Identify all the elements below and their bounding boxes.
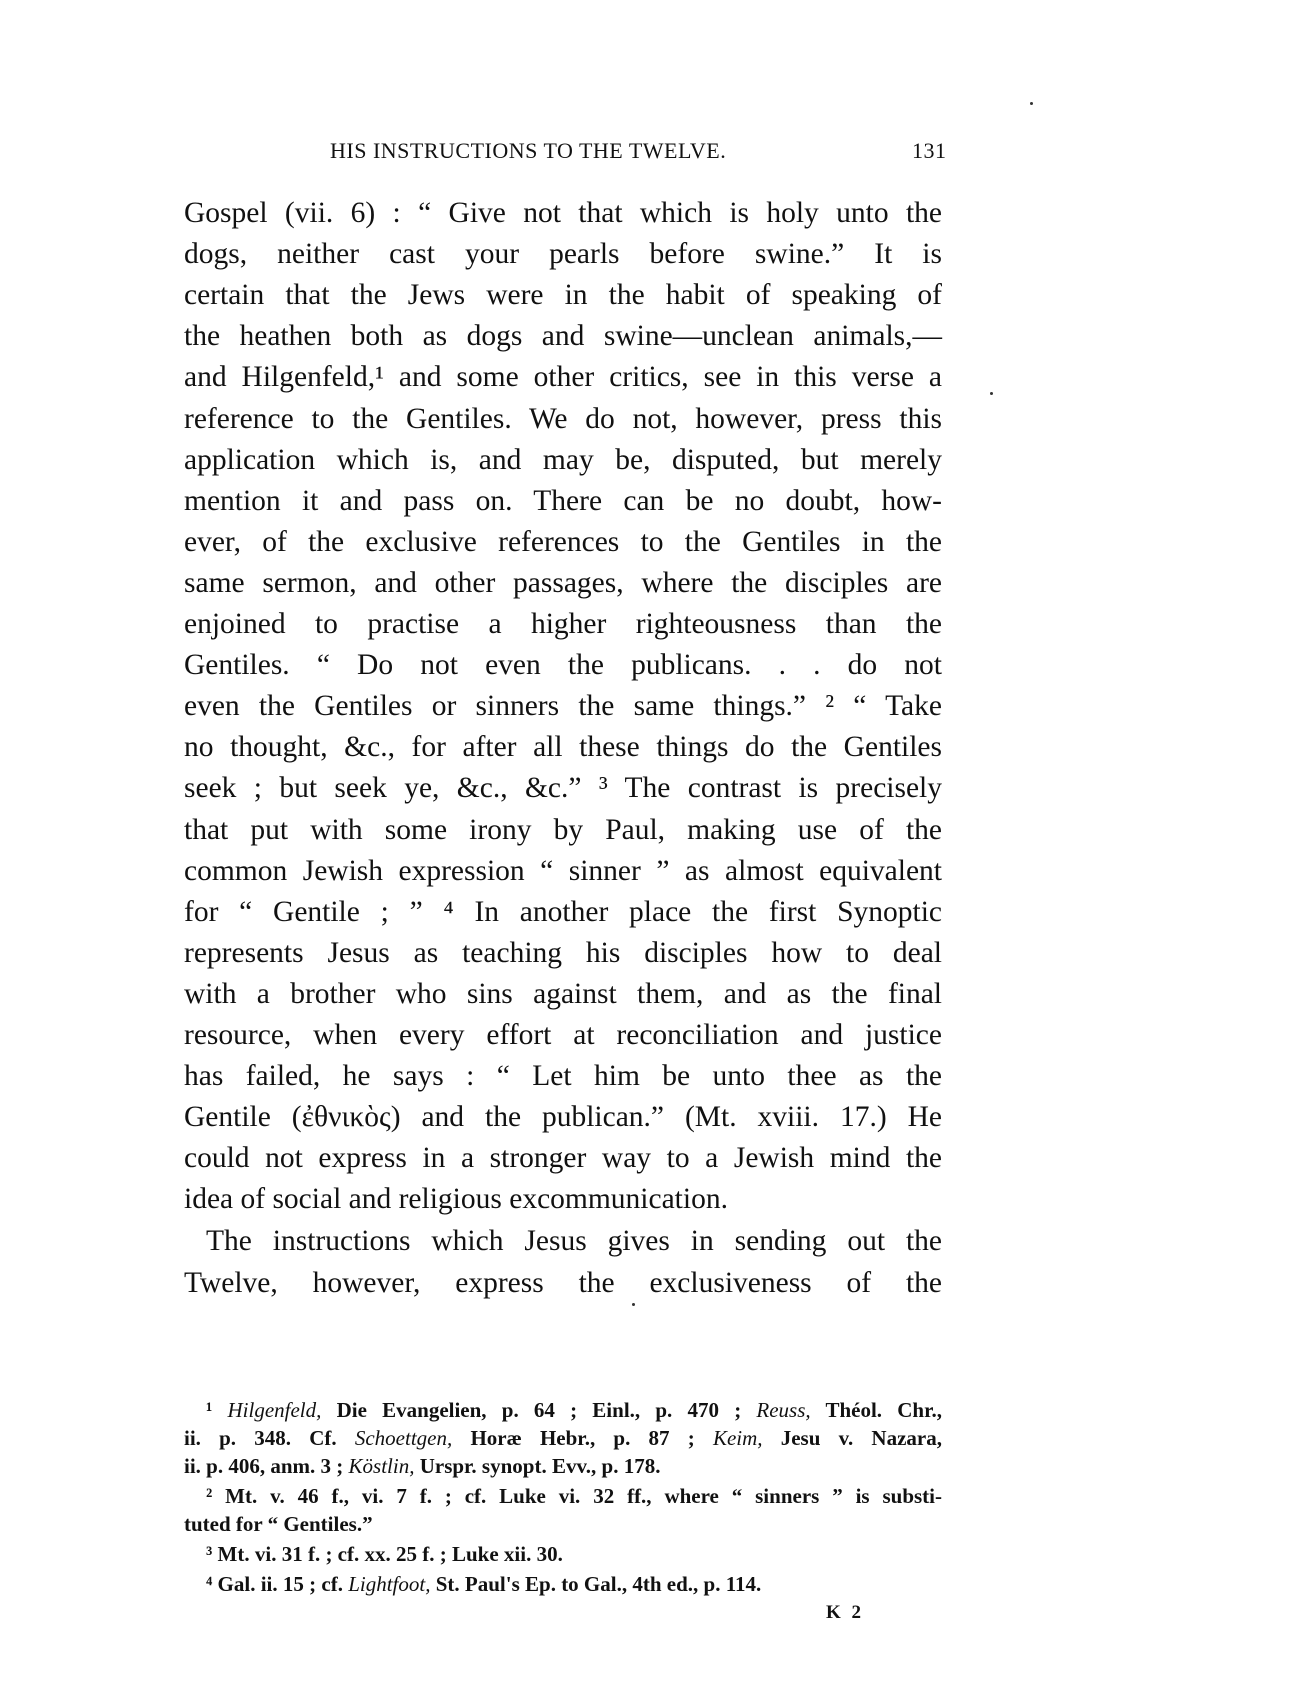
- body-line: mention it and pass on. There can be no doubt, how-: [184, 484, 942, 517]
- body-line: could not express in a stronger way to a Jewish mind the: [184, 1142, 942, 1175]
- footnote-line: [184, 1425, 942, 1451]
- body-line: no thought, &c., for after all these things do the Gentiles: [184, 731, 942, 764]
- footnote-text: Urspr. synopt. Evv., p. 178.: [414, 1454, 661, 1478]
- footnote-text: ii. p. 348. Cf.: [184, 1426, 355, 1450]
- footnote-text: ² Mt. v. 46 f., vi. 7 f. ; cf. Luke vi. 32 ff., where “ sinners ” is substi-: [206, 1484, 942, 1508]
- footnote-line: [206, 1571, 942, 1597]
- signature-mark: K 2: [826, 1602, 865, 1623]
- scan-speck: [1030, 102, 1033, 105]
- footnote-author: Köstlin,: [348, 1454, 415, 1478]
- body-line: Gentile (ἐθνικὸς) and the publican.” (Mt. xviii. 17.) He: [184, 1101, 942, 1134]
- body-line: dogs, neither cast your pearls before swine.” It is: [184, 238, 942, 271]
- body-line: idea of social and religious excommunication.: [184, 1183, 728, 1216]
- body-line: The instructions which Jesus gives in sending out the: [206, 1225, 942, 1257]
- scan-speck: [990, 392, 993, 395]
- footnote-line: [206, 1397, 942, 1423]
- footnote-text: ii. p. 406, anm. 3 ;: [184, 1454, 349, 1478]
- body-line: same sermon, and other passages, where the disciples are: [184, 566, 942, 599]
- footnote-text: ³ Mt. vi. 31 f. ; cf. xx. 25 f. ; Luke xii. 30.: [206, 1542, 563, 1566]
- footnote-author: Lightfoot,: [348, 1572, 431, 1596]
- body-line: enjoined to practise a higher righteousness than the: [184, 608, 942, 640]
- body-line: Gentiles. “ Do not even the publicans. . . do not: [184, 649, 942, 682]
- footnote-line: [184, 1453, 942, 1479]
- body-line: even the Gentiles or sinners the same things.” ² “ Take: [184, 690, 942, 723]
- footnote-text: Horæ Hebr., p. 87 ;: [452, 1426, 713, 1450]
- body-line: seek ; but seek ye, &c., &c.” ³ The contrast is precisely: [184, 772, 942, 805]
- body-line: common Jewish expression “ sinner ” as almost equivalent: [184, 854, 942, 887]
- body-line: with a brother who sins against them, and as the final: [184, 977, 942, 1010]
- body-line: application which is, and may be, disputed, but merely: [184, 443, 942, 476]
- body-line: that put with some irony by Paul, making use of the: [184, 813, 942, 846]
- footnote-text: Die Evangelien, p. 64 ; Einl., p. 470 ;: [321, 1398, 757, 1422]
- footnote-text: Théol. Chr.,: [810, 1398, 942, 1422]
- footnote-author: Schoettgen,: [354, 1426, 453, 1450]
- page-number: 131: [912, 138, 947, 163]
- body-line: Gospel (vii. 6) : “ Give not that which is holy unto the: [184, 197, 942, 229]
- footnote-line: [206, 1483, 942, 1509]
- footnote-text: Jesu v. Nazara,: [762, 1426, 942, 1450]
- footnote-author: Hilgenfeld,: [227, 1398, 322, 1422]
- body-line: has failed, he says : “ Let him be unto thee as the: [184, 1060, 942, 1093]
- body-line: certain that the Jews were in the habit of speaking of: [184, 279, 942, 312]
- body-line: and Hilgenfeld,¹ and some other critics, see in this verse a: [184, 361, 942, 394]
- body-line: represents Jesus as teaching his disciples how to deal: [184, 936, 942, 969]
- body-line: reference to the Gentiles. We do not, however, press this: [184, 402, 942, 435]
- body-line: for “ Gentile ; ” ⁴ In another place the first Synoptic: [184, 895, 942, 928]
- footnote-author: Keim,: [712, 1426, 763, 1450]
- running-head: HIS INSTRUCTIONS TO THE TWELVE.: [330, 138, 727, 163]
- footnote-text: tuted for “ Gentiles.”: [184, 1512, 373, 1536]
- footnote-text: ¹: [206, 1398, 228, 1422]
- body-line: Twelve, however, express the exclusiveness of the: [184, 1266, 942, 1299]
- footnote-line: [184, 1511, 942, 1537]
- body-line: ever, of the exclusive references to the Gentiles in the: [184, 525, 942, 558]
- scan-speck: [632, 1303, 635, 1306]
- footnote-line: [206, 1541, 942, 1567]
- footnote-text: ⁴ Gal. ii. 15 ; cf.: [206, 1572, 349, 1596]
- body-line: resource, when every effort at reconciliation and justice: [184, 1019, 942, 1051]
- footnote-text: St. Paul's Ep. to Gal., 4th ed., p. 114.: [430, 1572, 762, 1596]
- footnote-author: Reuss,: [756, 1398, 811, 1422]
- body-line: the heathen both as dogs and swine—unclean animals,—: [184, 320, 942, 353]
